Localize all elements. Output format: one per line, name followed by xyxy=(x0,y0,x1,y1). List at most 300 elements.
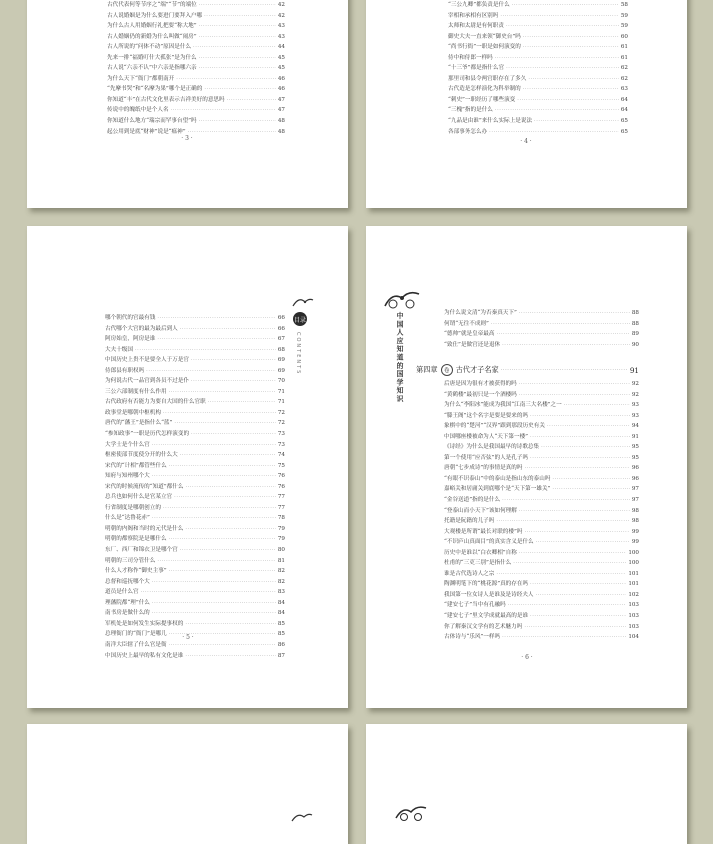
toc-entry-page: 72 xyxy=(277,420,285,427)
toc-entry-title: 枢密使部节度使分开的什么大 xyxy=(105,452,178,459)
toc-entry-page: 90 xyxy=(631,341,639,348)
toc-entry[interactable] xyxy=(107,74,285,85)
leader-dots xyxy=(536,537,630,548)
leader-dots xyxy=(502,495,630,506)
toc-entry-page: 74 xyxy=(277,452,285,459)
contents-seal-label: 目录 xyxy=(293,316,306,324)
toc-entry-page: 75 xyxy=(277,462,285,469)
toc-entry[interactable] xyxy=(448,53,628,64)
toc-entry-title: 传说中的魄纸中是个人名 xyxy=(107,107,169,114)
toc-entry[interactable] xyxy=(107,105,285,116)
toc-entry-page: 98 xyxy=(631,507,639,514)
toc-list-top xyxy=(444,308,639,350)
toc-entry-page: 45 xyxy=(277,54,285,61)
toc-entry-title: “建安七子”里文学成就最高的是谁 xyxy=(444,613,529,620)
toc-entry-title: “建安七子”当中有孔融吗 xyxy=(444,602,506,609)
toc-entry-page: 92 xyxy=(631,391,639,398)
toc-entry-page: 72 xyxy=(277,409,285,416)
toc-entry[interactable] xyxy=(105,492,285,503)
toc-entry[interactable] xyxy=(444,308,639,319)
book-side-title: 中国人应知道的国学知识 xyxy=(395,312,403,404)
toc-entry-page: 79 xyxy=(277,536,285,543)
toc-entry-page: 77 xyxy=(277,494,285,501)
leader-dots xyxy=(227,95,276,106)
contents-emblem xyxy=(293,296,307,416)
leader-dots xyxy=(171,105,276,116)
toc-entry-title: 托籍是阮籍的儿子吗 xyxy=(444,518,495,525)
toc-entry-page: 48 xyxy=(277,118,285,125)
leader-dots xyxy=(519,548,626,559)
toc-entry[interactable] xyxy=(105,376,285,387)
toc-entry[interactable] xyxy=(444,600,639,611)
leader-dots xyxy=(502,632,626,643)
toc-entry-page: 96 xyxy=(631,475,639,482)
toc-entry-page: 48 xyxy=(277,128,285,135)
book-page-7 xyxy=(27,724,348,844)
toc-entry-page: 45 xyxy=(277,65,285,72)
toc-entry[interactable] xyxy=(105,619,285,630)
book-page-6 xyxy=(366,226,687,708)
toc-entry-title: “三公九卿”都负责是什么 xyxy=(448,2,510,8)
toc-entry-title: 阿房始皇，阿房是谁 xyxy=(105,336,156,343)
toc-entry-title: 什么人才称作“御史主事” xyxy=(105,568,167,575)
toc-entry-title: 中国历史上最早的私有文化是谁 xyxy=(105,652,184,659)
leader-dots xyxy=(185,651,276,662)
toc-entry[interactable] xyxy=(448,95,628,106)
toc-entry[interactable] xyxy=(105,471,285,482)
leader-dots xyxy=(519,379,630,390)
page-number: · 6 · xyxy=(521,654,533,661)
toc-entry-title: 明朝的内阁和当时的元代是什么 xyxy=(105,525,184,532)
leader-dots xyxy=(185,524,276,535)
toc-entry-title: 宋代的“计相”都管些什么 xyxy=(105,462,167,469)
toc-list xyxy=(107,0,285,137)
toc-list xyxy=(448,0,628,137)
toc-entry-title: 明朝的都察院是是哪什么 xyxy=(105,536,167,543)
leader-dots xyxy=(530,611,626,622)
leader-dots xyxy=(152,598,276,609)
toc-entry-page: 92 xyxy=(631,381,639,387)
leader-dots xyxy=(193,42,276,53)
toc-entry[interactable] xyxy=(444,453,639,464)
toc-entry-page: 87 xyxy=(277,652,285,659)
toc-entry-page: 81 xyxy=(277,557,285,564)
toc-entry[interactable] xyxy=(444,495,639,506)
toc-entry-title: “有眼不识泰山”中的泰山是指山东的泰山吗 xyxy=(444,475,551,482)
toc-entry-page: 80 xyxy=(277,547,285,554)
toc-entry-page: 70 xyxy=(277,378,285,385)
toc-entry-title: 古代政府有否能力为要自大国的什么官职 xyxy=(105,399,206,406)
toc-entry[interactable] xyxy=(105,387,285,398)
toc-entry-title: 宋代的时候流传的“知道”都什么 xyxy=(105,483,184,490)
toc-entry[interactable] xyxy=(444,527,639,538)
leader-dots xyxy=(208,397,276,408)
toc-entry[interactable] xyxy=(105,461,285,472)
toc-entry-title: 御史大夫一直来领“御史台”吗 xyxy=(448,33,521,40)
toc-entry-page: 82 xyxy=(277,568,285,575)
toc-entry-page: 68 xyxy=(277,346,285,353)
toc-entry-title: 三公六部制度有什么作用 xyxy=(105,388,167,395)
toc-entry[interactable] xyxy=(444,484,639,495)
toc-entry-page: 83 xyxy=(277,589,285,596)
toc-entry-page: 99 xyxy=(631,528,639,535)
crane-ornament-icon xyxy=(291,294,315,310)
leader-dots xyxy=(199,53,276,64)
toc-entry[interactable] xyxy=(444,463,639,474)
toc-entry-title: 大观楼是所谓“最长对联的楼”吗 xyxy=(444,528,523,535)
leader-dots xyxy=(547,421,630,432)
toc-entry-title: 明朝的三司分管什么 xyxy=(105,557,156,564)
toc-entry-page: 103 xyxy=(628,623,639,630)
toc-entry[interactable] xyxy=(444,632,639,643)
toc-entry-page: 42 xyxy=(277,2,285,8)
toc-entry-page: 78 xyxy=(277,515,285,522)
leader-dots xyxy=(517,95,619,106)
toc-entry-page: 46 xyxy=(277,75,285,82)
toc-entry-title: 你知道什么地方“瑞宗而罕事台望”吗 xyxy=(107,118,197,125)
toc-entry-page: 58 xyxy=(620,2,628,8)
toc-entry-title: 南书房是做什么的 xyxy=(105,610,150,617)
leader-dots xyxy=(513,558,626,569)
toc-entry[interactable] xyxy=(448,0,628,11)
leader-dots xyxy=(199,32,276,43)
leader-dots xyxy=(524,622,626,633)
leader-dots xyxy=(534,116,619,127)
toc-entry-title: 嘉峪关和居庸关到底哪个是“天下第一雄关” xyxy=(444,486,551,493)
toc-entry[interactable] xyxy=(105,503,285,514)
toc-entry-title: “致仕”是做官还是退休 xyxy=(444,341,501,348)
toc-entry-title: 你了解秦汉文学有的艺术魅力吗 xyxy=(444,623,523,630)
toc-entry-page: 103 xyxy=(628,602,639,609)
toc-entry[interactable] xyxy=(107,95,285,106)
toc-entry[interactable] xyxy=(105,545,285,556)
chapter-heading xyxy=(416,364,639,376)
leader-dots xyxy=(491,319,630,330)
toc-entry-title: 军机处是如何发生实际提事权的 xyxy=(105,620,184,627)
leader-dots xyxy=(141,587,276,598)
toc-entry-title: “先摩书哭”和“名摩为果”哪个是正确的 xyxy=(107,86,203,93)
toc-entry-page: 66 xyxy=(277,315,285,321)
toc-entry-title: 唐代的“藩王”是指什么“蓝” xyxy=(105,420,173,427)
toc-entry-page: 42 xyxy=(277,12,285,19)
toc-entry[interactable] xyxy=(444,400,639,411)
toc-list xyxy=(105,313,285,661)
toc-entry-page: 67 xyxy=(277,336,285,343)
leader-dots xyxy=(530,453,630,464)
toc-entry[interactable] xyxy=(444,340,639,351)
toc-entry[interactable] xyxy=(444,558,639,569)
toc-entry[interactable] xyxy=(105,598,285,609)
book-page-4 xyxy=(366,0,687,208)
toc-entry-page: 88 xyxy=(631,320,639,327)
toc-entry[interactable] xyxy=(448,105,628,116)
toc-entry[interactable] xyxy=(444,548,639,559)
toc-entry-title: 后唐是因为很有才被获得的吗 xyxy=(444,381,517,387)
toc-entry-page: 62 xyxy=(620,65,628,72)
leader-dots xyxy=(524,463,629,474)
toc-entry[interactable] xyxy=(107,84,285,95)
toc-entry[interactable] xyxy=(444,474,639,485)
leader-dots xyxy=(512,0,619,11)
toc-entry[interactable] xyxy=(105,418,285,429)
toc-entry[interactable] xyxy=(444,611,639,622)
toc-entry-page: 88 xyxy=(631,310,639,316)
toc-entry[interactable] xyxy=(448,127,628,138)
book-page-3 xyxy=(27,0,348,208)
toc-entry-title: 《诗经》为什么是我国最早的诗歌总集 xyxy=(444,444,540,451)
toc-entry-page: 60 xyxy=(620,33,628,40)
toc-entry[interactable] xyxy=(444,622,639,633)
toc-entry[interactable] xyxy=(107,42,285,53)
toc-entry[interactable] xyxy=(105,482,285,493)
toc-entry[interactable] xyxy=(448,74,628,85)
toc-entry[interactable] xyxy=(444,390,639,401)
toc-entry[interactable] xyxy=(105,587,285,598)
toc-entry[interactable] xyxy=(444,537,639,548)
toc-entry[interactable] xyxy=(107,32,285,43)
toc-entry[interactable] xyxy=(105,534,285,545)
toc-entry-page: 59 xyxy=(620,12,628,19)
toc-entry[interactable] xyxy=(444,329,639,340)
toc-entry-title: “黄鹤楼”最初只是一个酒楼吗 xyxy=(444,391,517,398)
leader-dots xyxy=(152,440,276,451)
toc-entry-title: “滕王阁”这个名字是要是要来的吗 xyxy=(444,412,529,419)
toc-entry[interactable] xyxy=(105,408,285,419)
toc-entry[interactable] xyxy=(105,429,285,440)
toc-entry-title: 总督和巡抚哪个大 xyxy=(105,578,150,585)
toc-entry-page: 69 xyxy=(277,357,285,364)
leader-dots xyxy=(552,474,629,485)
toc-entry[interactable] xyxy=(444,506,639,517)
leader-dots xyxy=(146,366,276,377)
leader-dots xyxy=(519,506,630,517)
leader-dots xyxy=(502,340,630,351)
toc-entry-title: 东厂、西厂和锦衣卫是哪个官 xyxy=(105,547,178,554)
toc-entry-title: “金谷送道”指的是什么 xyxy=(444,497,501,504)
toc-entry[interactable] xyxy=(107,0,285,11)
leader-dots xyxy=(506,63,619,74)
toc-entry[interactable] xyxy=(105,334,285,345)
toc-entry-page: 73 xyxy=(277,431,285,438)
toc-entry-title: “刺史”一职经历了哪些演变 xyxy=(448,96,516,103)
book-page-5 xyxy=(27,226,348,708)
toc-entry-title: 行省制度是哪朝创立的 xyxy=(105,504,161,511)
leader-dots xyxy=(528,74,619,85)
toc-entry[interactable] xyxy=(105,651,285,662)
leader-dots xyxy=(174,492,276,503)
toc-entry-title: 古代代表何等节序之“端”“节”的端位 xyxy=(107,2,197,8)
toc-entry[interactable] xyxy=(105,577,285,588)
book-page-8 xyxy=(366,724,687,844)
toc-entry[interactable] xyxy=(448,63,628,74)
leader-dots xyxy=(523,42,619,53)
toc-entry-title: “登泰山而小天下”该如何理解 xyxy=(444,507,517,514)
toc-entry-title: 政事堂是哪朝中枢机构 xyxy=(105,409,161,416)
toc-entry-page: 64 xyxy=(620,96,628,103)
toc-entry[interactable] xyxy=(444,516,639,527)
leader-dots xyxy=(176,74,276,85)
leader-dots xyxy=(496,516,630,527)
leader-dots xyxy=(500,11,619,22)
toc-entry-title: 何谓“无往不成则” xyxy=(444,320,489,327)
rider-ornament-icon xyxy=(394,800,428,822)
leader-dots xyxy=(496,569,626,580)
toc-entry-title: 中国哪座楼被命为人“天下第一楼” xyxy=(444,433,529,440)
toc-entry-title: 总理衙门的“衙门”是哪儿 xyxy=(105,631,167,638)
toc-entry-page: 73 xyxy=(277,441,285,448)
toc-entry[interactable] xyxy=(105,355,285,366)
leader-dots xyxy=(536,590,627,601)
toc-entry-page: 84 xyxy=(277,610,285,617)
toc-entry-title: 为何说古代一品官到各员不过是仆 xyxy=(105,378,189,385)
toc-entry[interactable] xyxy=(107,116,285,127)
toc-entry-page: 47 xyxy=(277,107,285,114)
toc-entry-title: “九品是由谁”来什么实际上是说法 xyxy=(448,118,533,125)
toc-entry[interactable] xyxy=(105,566,285,577)
leader-dots xyxy=(157,313,276,324)
toc-entry-page: 95 xyxy=(631,454,639,461)
leader-dots xyxy=(489,127,619,138)
leader-dots xyxy=(204,84,276,95)
toc-entry-title: 古代哪个大官的最为最后到人 xyxy=(105,325,178,332)
toc-entry-page: 76 xyxy=(277,473,285,480)
toc-entry-title: 历史中是谁以“白衣卿相”自称 xyxy=(444,549,517,556)
toc-entry-page: 97 xyxy=(631,486,639,493)
leader-dots xyxy=(519,308,630,319)
leader-dots xyxy=(135,345,276,356)
leader-dots xyxy=(180,545,276,556)
toc-entry[interactable] xyxy=(444,379,639,390)
toc-entry-page: 47 xyxy=(277,96,285,103)
leader-dots xyxy=(191,355,276,366)
toc-entry[interactable] xyxy=(448,84,628,95)
toc-entry-title: 什么是“达鲁花赤” xyxy=(105,515,150,522)
leader-dots xyxy=(199,21,276,32)
toc-entry-page: 64 xyxy=(620,107,628,114)
toc-entry-title: 总兵也如何什么是官某立官 xyxy=(105,494,173,501)
toc-entry[interactable] xyxy=(448,21,628,32)
toc-entry-page: 95 xyxy=(631,444,639,451)
leader-dots xyxy=(530,579,626,590)
leader-dots xyxy=(169,461,276,472)
toc-entry-title: 我国第一位女诗人是谁及是诗经夫人 xyxy=(444,591,534,598)
toc-entry-page: 76 xyxy=(277,483,285,490)
toc-entry[interactable] xyxy=(444,432,639,443)
toc-entry-page: 82 xyxy=(277,578,285,585)
toc-entry[interactable] xyxy=(105,366,285,377)
leader-dots xyxy=(180,324,276,335)
leader-dots xyxy=(169,387,276,398)
toc-entry-title: 古人说“六亲不认”中六亲是指哪六亲 xyxy=(107,65,197,72)
toc-entry[interactable] xyxy=(444,319,639,330)
toc-entry-title: 象棋中的“楚河”“汉界”跟到那段历史有关 xyxy=(444,423,545,430)
toc-entry-page: 71 xyxy=(277,399,285,406)
toc-entry-page: 100 xyxy=(628,549,639,556)
toc-entry-title: 起公用到是底“财神”说是“瘟神” xyxy=(107,128,186,135)
toc-entry[interactable] xyxy=(107,53,285,64)
toc-entry[interactable] xyxy=(105,450,285,461)
title-emblem xyxy=(382,284,422,424)
toc-entry-title: “参知政事”一职是历代怎样演变的 xyxy=(105,431,190,438)
page-number: · 5 · xyxy=(182,634,194,641)
toc-entry-title: 哪个朝代的官最有钱 xyxy=(105,315,156,321)
toc-entry-title: 那里司和县令两官职存在了多久 xyxy=(448,75,527,82)
toc-entry[interactable] xyxy=(107,11,285,22)
toc-entry-page: 66 xyxy=(277,325,285,332)
toc-entry-title: “十三爷”都是指什么官 xyxy=(448,65,505,72)
toc-entry-page: 85 xyxy=(277,631,285,638)
leader-dots xyxy=(199,63,276,74)
toc-entry-title: 侍郎县有职权吗 xyxy=(105,367,145,374)
chapter-leader-dots xyxy=(501,367,628,373)
toc-entry-title: 你知道“丰”在古代文化里表示吉祥美好的意思吗 xyxy=(107,96,225,103)
toc-entry[interactable] xyxy=(444,411,639,422)
toc-entry[interactable] xyxy=(444,590,639,601)
toc-entry[interactable] xyxy=(448,116,628,127)
toc-entry-page: 63 xyxy=(620,86,628,93)
toc-entry[interactable] xyxy=(107,21,285,32)
toc-entry-title: 古人所说的“问体不动”原因是什么 xyxy=(107,44,192,51)
toc-entry-title: 陶渊明笔下的“桃花源”真的存在吗 xyxy=(444,581,529,588)
leader-dots xyxy=(508,600,627,611)
toc-entry-title: 杜甫的“三吏三别”是指什么 xyxy=(444,560,512,567)
toc-entry[interactable] xyxy=(448,11,628,22)
toc-entry-page: 100 xyxy=(628,560,639,567)
chapter-label: 第四章 xyxy=(416,365,438,374)
toc-entry[interactable] xyxy=(444,579,639,590)
toc-entry[interactable] xyxy=(105,345,285,356)
leader-dots xyxy=(169,534,276,545)
toc-entry[interactable] xyxy=(105,313,285,324)
rider-ornament-icon xyxy=(382,284,422,310)
leader-dots xyxy=(152,513,276,524)
toc-entry[interactable] xyxy=(444,569,639,580)
toc-entry[interactable] xyxy=(105,440,285,451)
toc-entry[interactable] xyxy=(105,524,285,535)
chapter-badge-icon xyxy=(441,364,453,376)
toc-entry[interactable] xyxy=(448,32,628,43)
toc-entry[interactable] xyxy=(105,324,285,335)
toc-entry[interactable] xyxy=(105,640,285,651)
toc-entry-page: 59 xyxy=(620,23,628,30)
leader-dots xyxy=(152,471,276,482)
toc-entry[interactable] xyxy=(105,556,285,567)
toc-entry[interactable] xyxy=(105,608,285,619)
toc-entry[interactable] xyxy=(105,397,285,408)
leader-dots xyxy=(163,408,276,419)
leader-dots xyxy=(163,503,276,514)
leader-dots xyxy=(495,105,619,116)
toc-entry[interactable] xyxy=(107,63,285,74)
toc-entry-title: 谁是古代选诗人之宗 xyxy=(444,570,495,577)
toc-entry[interactable] xyxy=(448,42,628,53)
toc-list-bottom xyxy=(444,379,639,643)
toc-entry[interactable] xyxy=(444,421,639,432)
toc-entry[interactable] xyxy=(105,513,285,524)
leader-dots xyxy=(564,400,630,411)
leader-dots xyxy=(204,11,276,22)
toc-entry-page: 69 xyxy=(277,367,285,374)
toc-entry-title: 唐朝“七步成诗”的事情是真的吗 xyxy=(444,465,523,472)
chapter-badge-label: 卷 xyxy=(443,368,450,374)
leader-dots xyxy=(496,329,629,340)
leader-dots xyxy=(169,640,276,651)
chapter-page: 91 xyxy=(629,365,639,375)
page-number: · 4 · xyxy=(520,138,532,145)
toc-entry-title: “三槐”指的是什么 xyxy=(448,107,493,114)
toc-entry-title: 古人说婚姻是为什么要进门要拜入户哪 xyxy=(107,12,203,19)
toc-entry[interactable] xyxy=(444,442,639,453)
